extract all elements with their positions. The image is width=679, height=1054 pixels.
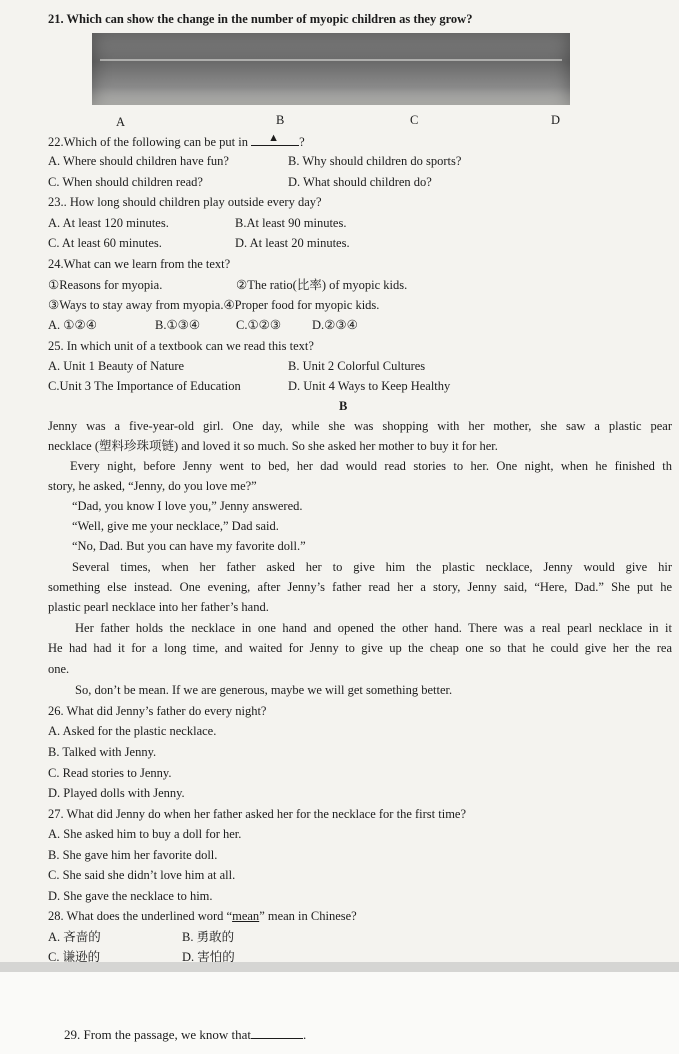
q21-label-c: C	[410, 113, 419, 127]
q23-option-d: D. At least 20 minutes.	[235, 236, 350, 250]
q28-stem	[48, 908, 357, 924]
q28-stem-end: ” mean in Chinese?	[259, 909, 357, 923]
passage-line: So, don’t be mean. If we are generous, maybe we will get something better.	[75, 683, 453, 697]
q24-item-1: ①Reasons for myopia.	[48, 278, 163, 292]
passage-line: necklace (塑料珍珠项链) and loved it so much. So she asked her mother to buy it for her.	[48, 439, 498, 453]
q22-option-b: B. Why should children do sports?	[288, 154, 462, 168]
page-gap	[0, 962, 679, 972]
passage-line: plastic pearl necklace into her father’s hand.	[48, 600, 269, 614]
q22-marker: ▲	[268, 132, 279, 144]
q26-option-d: D. Played dolls with Jenny.	[48, 786, 185, 800]
q23-option-b: B.At least 90 minutes.	[235, 216, 347, 230]
q24-option-b: B.①③④	[155, 318, 201, 332]
passage-line: “Well, give me your necklace,” Dad said.	[72, 519, 279, 533]
passage-line: Every night, before Jenny went to bed, her dad would read stories to her. One night, when he finished th	[70, 459, 672, 473]
q22-stem	[48, 134, 305, 150]
q23-option-c: C. At least 60 minutes.	[48, 236, 162, 250]
passage-line: something else instead. One evening, after Jenny’s father read her a story, Jenny said, “Here, Dad.” She put he	[48, 580, 672, 594]
q28-option-b: B. 勇敢的	[182, 930, 235, 944]
q27-stem: 27. What did Jenny do when her father asked her for the necklace for the first time?	[48, 807, 467, 821]
q26-option-c: C. Read stories to Jenny.	[48, 766, 172, 780]
q21-label-d: D	[551, 113, 561, 127]
q28-option-c: C. 谦逊的	[48, 950, 101, 962]
q22-option-a: A. Where should children have fun?	[48, 154, 229, 168]
q22-blank	[251, 134, 299, 146]
q28-underlined-word: mean	[232, 909, 260, 923]
q22-stem-text: 22.Which of the following can be put in	[48, 135, 252, 149]
passage-line: “No, Dad. But you can have my favorite doll.”	[72, 539, 306, 553]
q23-stem: 23.. How long should children play outside every day?	[48, 195, 322, 209]
q21-question: 21. Which can show the change in the number of myopic children as they grow?	[48, 12, 473, 26]
q24-item-2: ②The ratio(比率) of myopic kids.	[236, 278, 408, 292]
q24-option-c: C.①②③	[236, 318, 282, 332]
q25-option-d: D. Unit 4 Ways to Keep Healthy	[288, 379, 451, 393]
passage-line: story, he asked, “Jenny, do you love me?”	[48, 479, 257, 493]
q26-option-a: A. Asked for the plastic necklace.	[48, 724, 217, 738]
q23-option-a: A. At least 120 minutes.	[48, 216, 169, 230]
q29-stem-end: .	[303, 1027, 307, 1042]
q25-option-c: C.Unit 3 The Importance of Education	[48, 379, 241, 393]
q26-stem: 26. What did Jenny’s father do every night?	[48, 704, 267, 718]
q28-option-a: A. 吝啬的	[48, 930, 101, 944]
q21-label-b: B	[276, 113, 285, 127]
q27-option-c: C. She said she didn’t love him at all.	[48, 868, 236, 882]
q22-option-d: D. What should children do?	[288, 175, 432, 189]
q25-stem: 25. In which unit of a textbook can we read this text?	[48, 339, 314, 353]
q29-blank	[251, 1027, 303, 1039]
q24-item-3-4: ③Ways to stay away from myopia.④Proper food for myopic kids.	[48, 298, 380, 312]
passage-line: “Dad, you know I love you,” Jenny answered.	[72, 499, 303, 513]
section-b-heading: B	[339, 399, 348, 413]
passage-line: He had had it for a long time, and waited for Jenny to give up the cheap one so that he could give her the rea	[48, 641, 672, 655]
q24-option-d: D.②③④	[312, 318, 358, 332]
q29-stem	[64, 1027, 306, 1043]
q27-option-a: A. She asked him to buy a doll for her.	[48, 827, 242, 841]
q28-stem-text: 28. What does the underlined word “	[48, 909, 233, 923]
q24-option-a: A. ①②④	[48, 318, 97, 332]
q22-stem-end: ?	[299, 135, 305, 149]
q22-option-c: C. When should children read?	[48, 175, 203, 189]
passage-line: Several times, when her father asked her to give him the plastic necklace, Jenny would give hir	[72, 560, 672, 574]
q24-stem: 24.What can we learn from the text?	[48, 257, 231, 271]
q25-option-a: A. Unit 1 Beauty of Nature	[48, 359, 185, 373]
passage-line: Her father holds the necklace in one hand and opened the other hand. There was a real pearl necklace in it	[75, 621, 672, 635]
passage-line: Jenny was a five-year-old girl. One day, while she was shopping with her mother, she saw a plastic pear	[48, 419, 672, 433]
q29-stem-text: 29. From the passage, we know that	[64, 1027, 252, 1042]
q27-option-d: D. She gave the necklace to him.	[48, 889, 213, 903]
q25-option-b: B. Unit 2 Colorful Cultures	[288, 359, 426, 373]
passage-line: one.	[48, 662, 70, 676]
q26-option-b: B. Talked with Jenny.	[48, 745, 157, 759]
q28-option-d: D. 害怕的	[182, 950, 235, 962]
q21-label-a: A	[116, 115, 126, 129]
q21-chart-images	[92, 33, 570, 105]
q27-option-b: B. She gave him her favorite doll.	[48, 848, 218, 862]
